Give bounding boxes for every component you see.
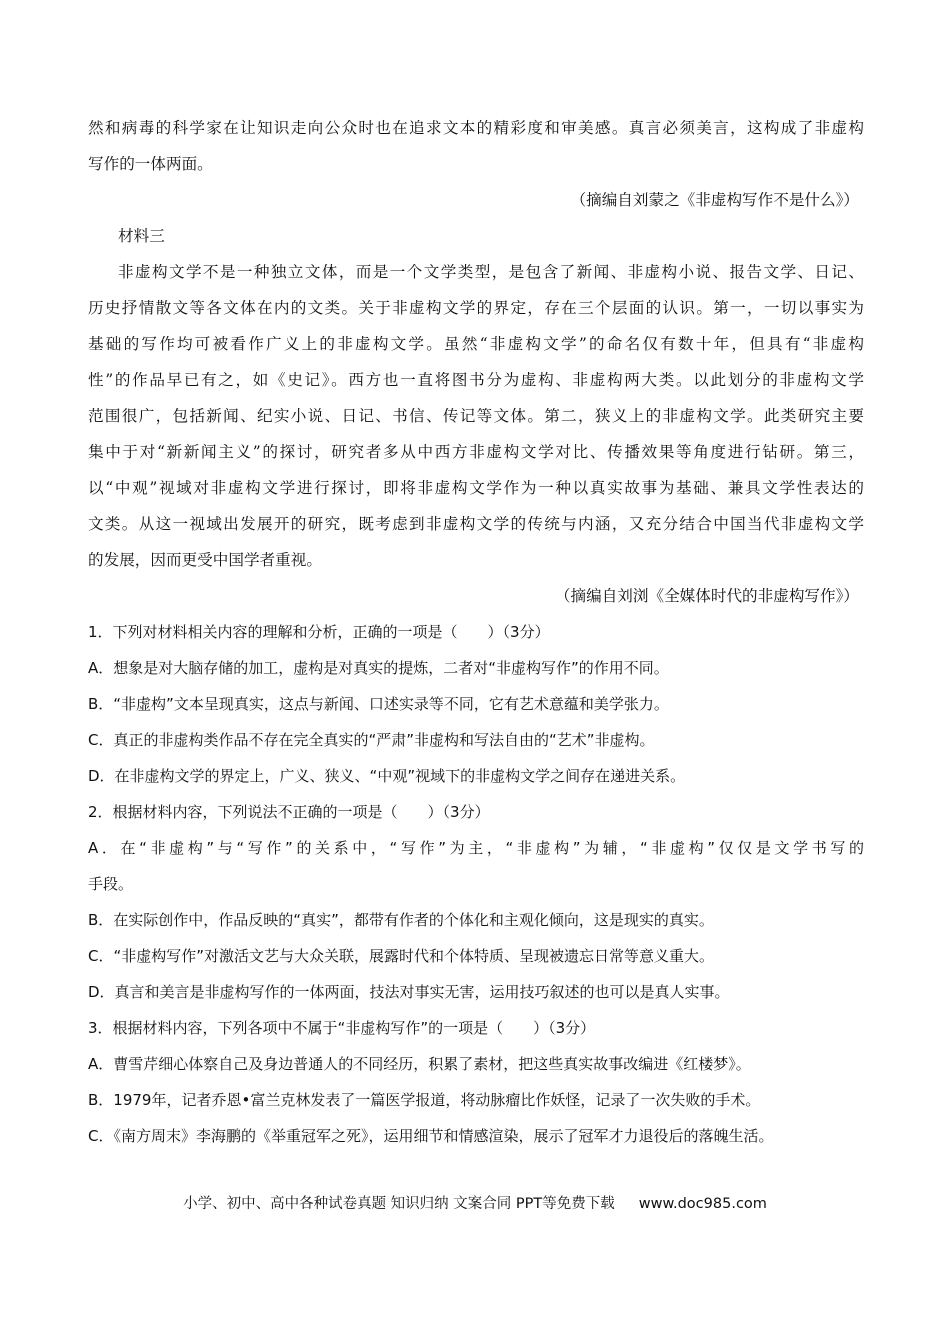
passage-line: 历史抒情散文等各文体在内的文类。关于非虚构文学的界定，存在三个层面的认识。第一，一切以事实为 xyxy=(88,299,864,317)
passage-line: 集中于对“新新闻主义”的探讨，研究者多从中西方非虚构文学对比、传播效果等角度进行钻研。第三， xyxy=(88,443,864,461)
material-heading: 材料三 xyxy=(118,227,165,245)
passage-line: 范围很广，包括新闻、纪实小说、日记、书信、传记等文体。第二，狭义上的非虚构文学。此类研究主要 xyxy=(88,407,864,425)
question-3-option-c: C．《南方周末》李海鹏的《举重冠军之死》，运用细节和情感渲染，展示了冠军才力退役后的落魄生活。 xyxy=(88,1127,774,1145)
question-3-option-b: B．1979年，记者乔恩•富兰克林发表了一篇医学报道，将动脉瘤比作妖怪，记录了一次失败的手术。 xyxy=(88,1091,761,1109)
question-2-option-a-cont: 手段。 xyxy=(88,875,134,893)
question-2-option-c: C．“非虚构写作”对激活文艺与大众关联，展露时代和个体特质、呈现被遗忘日常等意义重大。 xyxy=(88,947,715,965)
question-2-option-b: B．在实际创作中，作品反映的“真实”，都带有作者的个体化和主观化倾向，这是现实的真实。 xyxy=(88,911,714,929)
source-citation: （摘编自刘蒙之《非虚构写作不是什么》） xyxy=(570,191,859,209)
passage-line: 基础的写作均可被看作广义上的非虚构文学。虽然“非虚构文学”的命名仅有数十年，但具有“非虚构 xyxy=(88,335,864,353)
passage-line: 非虚构文学不是一种独立文体，而是一个文学类型，是包含了新闻、非虚构小说、报告文学、日记、 xyxy=(118,263,864,281)
question-1-option-c: C．真正的非虚构类作品不存在完全真实的“严肃”非虚构和写法自由的“艺术”非虚构。 xyxy=(88,731,655,749)
source-citation: （摘编自刘浏《全媒体时代的非虚构写作》） xyxy=(554,587,859,605)
passage-line: 的发展，因而更受中国学者重视。 xyxy=(88,551,322,569)
page-footer xyxy=(0,1192,950,1213)
question-1-option-b: B．“非虚构”文本呈现真实，这点与新闻、口述实录等不同，它有艺术意蕴和美学张力。 xyxy=(88,695,669,713)
passage-line: 然和病毒的科学家在让知识走向公众时也在追求文本的精彩度和审美感。真言必须美言，这构成了非虚构 xyxy=(88,119,864,137)
passage-line: 写作的一体两面。 xyxy=(88,155,213,173)
footer-text: 小学、初中、高中各种试卷真题 知识归纳 文案合同 PPT等免费下载 xyxy=(183,1196,615,1212)
question-1-option-d: D．在非虚构文学的界定上，广义、狭义、“中观”视域下的非虚构文学之间存在递进关系。 xyxy=(88,767,686,785)
question-1-option-a: A．想象是对大脑存储的加工，虚构是对真实的提炼，二者对“非虚构写作”的作用不同。 xyxy=(88,659,669,677)
passage-line: 性”的作品早已有之，如《史记》。西方也一直将图书分为虚构、非虚构两大类。以此划分的非虚构文学 xyxy=(88,371,864,389)
passage-line: 文类。从这一视域出发展开的研究，既考虑到非虚构文学的传统与内涵，又充分结合中国当代非虚构文学 xyxy=(88,515,864,533)
question-2-option-a: A．在“非虚构”与“写作”的关系中，“写作”为主，“非虚构”为辅，“非虚构”仅仅是文学书写的 xyxy=(88,839,864,857)
question-2-option-d: D．真言和美言是非虚构写作的一体两面，技法对事实无害，运用技巧叙述的也可以是真人实事。 xyxy=(88,983,730,1001)
question-2-stem: 2．根据材料内容，下列说法不正确的一项是（ ）（3分） xyxy=(88,803,490,821)
passage-line: 以“中观”视域对非虚构文学进行探讨，即将非虚构文学作为一种以真实故事为基础、兼具文学性表达的 xyxy=(88,479,864,497)
question-3-stem: 3．根据材料内容，下列各项中不属于“非虚构写作”的一项是（ ）（3分） xyxy=(88,1019,596,1037)
footer-site-link[interactable]: www.doc985.com xyxy=(638,1196,767,1212)
question-3-option-a: A．曹雪芹细心体察自己及身边普通人的不同经历，积累了素材，把这些真实故事改编进《红楼梦》。 xyxy=(88,1055,751,1073)
question-1-stem: 1．下列对材料相关内容的理解和分析，正确的一项是（ ）（3分） xyxy=(88,623,550,641)
